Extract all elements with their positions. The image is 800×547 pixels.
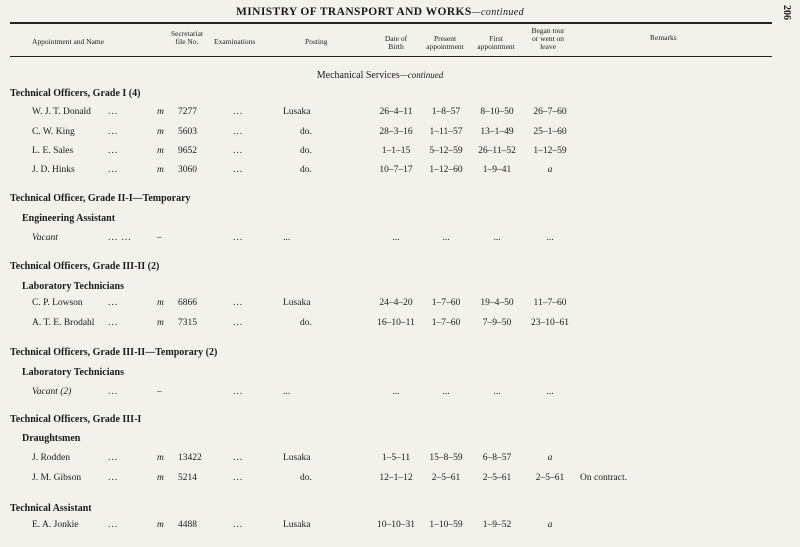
- entry-sex: m: [157, 146, 164, 156]
- entry-dots: ...: [108, 146, 119, 156]
- entry-examinations: ...: [233, 127, 244, 137]
- entry-file-number: 3060: [178, 165, 197, 175]
- entry-began-tour: a: [547, 165, 553, 175]
- entry-dots: ...: [108, 520, 119, 530]
- entry-present-appointment: 1–10–59: [429, 520, 463, 530]
- entry-examinations: ...: [233, 146, 244, 156]
- entry-present-appointment: 1–7–60: [431, 318, 461, 328]
- entry-first-appointment: 19–4–50: [480, 298, 514, 308]
- entry-began-tour: 2–5–61: [535, 473, 565, 483]
- entry-posting: Lusaka: [283, 107, 311, 117]
- entry-date-of-birth: 28–3–16: [379, 127, 413, 137]
- entry-dots: ...: [108, 453, 119, 463]
- entry-remarks: On contract.: [580, 473, 627, 483]
- entry-first-appointment: ...: [493, 387, 501, 397]
- entry-posting: Lusaka: [283, 453, 311, 463]
- entry-present-appointment: 1–8–57: [431, 107, 461, 117]
- entry-present-appointment: ...: [442, 387, 450, 397]
- title-continued: —continued: [471, 7, 524, 18]
- entry-file-number: 5603: [178, 127, 197, 137]
- col-header-began: Began tour or went on leave: [531, 26, 565, 51]
- entry-first-appointment: 8–10–50: [480, 107, 514, 117]
- entry-examinations: ...: [233, 318, 244, 328]
- table-row: [0, 298, 790, 312]
- entry-dots: ...: [108, 165, 119, 175]
- group-subheading: Draughtsmen: [22, 433, 81, 444]
- group-subheading: Laboratory Technicians: [22, 367, 124, 378]
- entry-sex: –: [157, 387, 162, 397]
- entry-began-tour: 11–7–60: [533, 298, 567, 308]
- entry-name: Vacant (2): [32, 387, 72, 397]
- col-header-appointment: Appointment and Name: [32, 37, 105, 46]
- entry-name: C. W. King: [32, 127, 75, 137]
- entry-began-tour: 25–1–60: [533, 127, 567, 137]
- entry-present-appointment: ...: [442, 233, 450, 243]
- entry-name: A. T. E. Brodahl: [32, 318, 95, 328]
- table-row: [0, 233, 790, 247]
- entry-examinations: ...: [233, 298, 244, 308]
- col-header-first: First appointment: [477, 34, 515, 51]
- entry-first-appointment: 2–5–61: [482, 473, 512, 483]
- entry-dots: ...: [108, 298, 119, 308]
- entry-file-number: 5214: [178, 473, 197, 483]
- entry-examinations: ...: [233, 453, 244, 463]
- entry-name: C. P. Lowson: [32, 298, 83, 308]
- entry-posting: Lusaka: [283, 520, 311, 530]
- entry-began-tour: ...: [546, 233, 554, 243]
- table-row: [0, 107, 790, 121]
- entry-first-appointment: 13–1–49: [480, 127, 514, 137]
- entry-date-of-birth: 1–1–15: [381, 146, 411, 156]
- entry-file-number: 7315: [178, 318, 197, 328]
- entry-file-number: 13422: [178, 453, 202, 463]
- entry-began-tour: ...: [546, 387, 554, 397]
- entry-file-number: 4488: [178, 520, 197, 530]
- table-row: [0, 520, 790, 534]
- entry-date-of-birth: 12–1–12: [379, 473, 413, 483]
- entry-dots: ... ...: [108, 233, 132, 243]
- entry-began-tour: a: [547, 520, 553, 530]
- entry-first-appointment: 7–9–50: [482, 318, 512, 328]
- entry-began-tour: 26–7–60: [533, 107, 567, 117]
- table-row: [0, 387, 790, 401]
- table-row: [0, 453, 790, 467]
- entry-first-appointment: ...: [493, 233, 501, 243]
- table-row: [0, 318, 790, 332]
- col-header-dob: Date of Birth: [384, 34, 408, 51]
- table-row: [0, 473, 790, 487]
- entry-present-appointment: 1–7–60: [431, 298, 461, 308]
- section-title: Mechanical Services—continued: [316, 70, 444, 81]
- entry-examinations: ...: [233, 387, 244, 397]
- header-rule: [10, 56, 772, 57]
- entry-dots: ...: [108, 318, 119, 328]
- entry-date-of-birth: 1–5–11: [381, 453, 411, 463]
- top-rule: [10, 22, 772, 24]
- entry-dots: ...: [108, 107, 119, 117]
- entry-present-appointment: 1–12–60: [429, 165, 463, 175]
- entry-date-of-birth: 24–4–20: [379, 298, 413, 308]
- entry-examinations: ...: [233, 107, 244, 117]
- entry-posting: do.: [300, 473, 312, 483]
- entry-file-number: 9652: [178, 146, 197, 156]
- entry-name: J. M. Gibson: [32, 473, 82, 483]
- entry-examinations: ...: [233, 473, 244, 483]
- entry-sex: –: [157, 233, 162, 243]
- entry-first-appointment: 1–9–41: [482, 165, 512, 175]
- entry-name: L. E. Sales: [32, 146, 74, 156]
- group-heading: Technical Officers, Grade III-I: [10, 414, 142, 425]
- entry-examinations: ...: [233, 165, 244, 175]
- entry-name: E. A. Jonkie: [32, 520, 79, 530]
- entry-dots: ...: [108, 473, 119, 483]
- entry-examinations: ...: [233, 520, 244, 530]
- col-header-present: Present appointment: [426, 34, 464, 51]
- entry-file-number: 6866: [178, 298, 197, 308]
- entry-sex: m: [157, 298, 164, 308]
- col-header-posting: Posting: [305, 37, 328, 46]
- entry-posting: do.: [300, 318, 312, 328]
- entry-sex: m: [157, 107, 164, 117]
- entry-posting: ...: [283, 387, 291, 397]
- entry-date-of-birth: ...: [392, 387, 400, 397]
- entry-date-of-birth: 10–7–17: [379, 165, 413, 175]
- table-row: [0, 146, 790, 160]
- group-heading: Technical Officer, Grade II-I—Temporary: [10, 193, 191, 204]
- entry-began-tour: 1–12–59: [533, 146, 567, 156]
- group-heading: Technical Officers, Grade III-II—Temporary (2): [10, 347, 218, 358]
- entry-date-of-birth: 16–10–11: [377, 318, 415, 328]
- entry-posting: do.: [300, 146, 312, 156]
- entry-posting: do.: [300, 127, 312, 137]
- entry-began-tour: a: [547, 453, 553, 463]
- col-header-secretariat: Secretariat file No.: [170, 29, 204, 46]
- table-row: [0, 127, 790, 141]
- entry-sex: m: [157, 165, 164, 175]
- entry-first-appointment: 26–11–52: [478, 146, 516, 156]
- entry-dots: ...: [108, 387, 119, 397]
- entry-present-appointment: 5–12–59: [429, 146, 463, 156]
- group-heading: Technical Assistant: [10, 503, 92, 514]
- entry-present-appointment: 1–11–57: [429, 127, 463, 137]
- group-heading: Technical Officers, Grade I (4): [10, 88, 141, 99]
- group-subheading: Engineering Assistant: [22, 213, 116, 224]
- entry-posting: ...: [283, 233, 291, 243]
- entry-sex: m: [157, 520, 164, 530]
- entry-name: J. D. Hinks: [32, 165, 75, 175]
- page-title: MINISTRY OF TRANSPORT AND WORKS—continued: [236, 6, 524, 18]
- entry-sex: m: [157, 453, 164, 463]
- entry-posting: do.: [300, 165, 312, 175]
- table-row: [0, 165, 790, 179]
- col-header-examinations: Examinations: [214, 37, 256, 46]
- col-header-remarks: Remarks: [650, 33, 677, 42]
- entry-examinations: ...: [233, 233, 244, 243]
- entry-file-number: 7277: [178, 107, 197, 117]
- entry-name: W. J. T. Donald: [32, 107, 91, 117]
- group-subheading: Laboratory Technicians: [22, 281, 124, 292]
- entry-date-of-birth: ...: [392, 233, 400, 243]
- entry-date-of-birth: 26–4–11: [379, 107, 413, 117]
- entry-present-appointment: 15–8–59: [429, 453, 463, 463]
- entry-dots: ...: [108, 127, 119, 137]
- entry-sex: m: [157, 318, 164, 328]
- entry-first-appointment: 1–9–52: [482, 520, 512, 530]
- group-heading: Technical Officers, Grade III-II (2): [10, 261, 160, 272]
- entry-first-appointment: 6–8–57: [482, 453, 512, 463]
- entry-sex: m: [157, 473, 164, 483]
- entry-posting: Lusaka: [283, 298, 311, 308]
- entry-name: Vacant: [32, 233, 58, 243]
- entry-present-appointment: 2–5–61: [431, 473, 461, 483]
- page-number: 206: [781, 5, 792, 20]
- entry-date-of-birth: 10–10–31: [377, 520, 415, 530]
- entry-began-tour: 23–10–61: [531, 318, 569, 328]
- entry-name: J. Rodden: [32, 453, 70, 463]
- entry-sex: m: [157, 127, 164, 137]
